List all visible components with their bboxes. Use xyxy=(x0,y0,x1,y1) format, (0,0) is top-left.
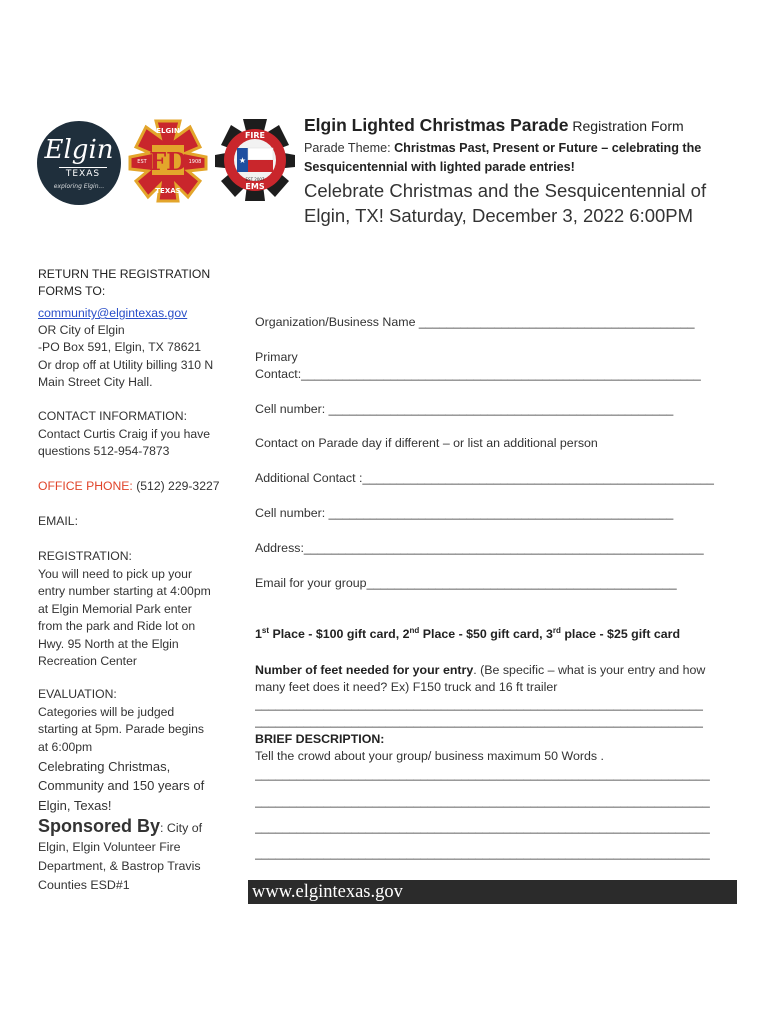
office-phone-label: OFFICE PHONE: xyxy=(38,479,133,493)
ems-logo-bottom-text: EMS xyxy=(245,182,265,191)
evaluation-text: Categories will be judged starting at 5pm. Parade begins at 6:00pm xyxy=(38,705,204,754)
fire-department-logo xyxy=(128,119,208,203)
feet-needed-line-1[interactable]: _________________________________________________________________ xyxy=(255,697,703,711)
description-line-3[interactable]: __________________________________________________________________ xyxy=(255,820,710,834)
website-banner xyxy=(248,880,737,904)
group-email-field[interactable]: Email for your group_____________________________________________ xyxy=(255,576,677,590)
return-email-link[interactable]: community@elgintexas.gov xyxy=(38,306,188,320)
fd-logo-left-text: EST xyxy=(137,159,147,165)
feet-needed-prompt xyxy=(255,662,725,697)
parade-day-contact-note: Contact on Parade day if different – or list an additional person xyxy=(255,436,598,450)
return-address: OR City of Elgin -PO Box 591, Elgin, TX 78621 Or drop off at Utility billing 310 N Main Street City Hall. xyxy=(38,323,214,390)
ems-logo-top-text: FIRE xyxy=(244,131,266,140)
email-label: EMAIL: xyxy=(38,514,78,528)
return-email xyxy=(38,305,223,322)
brief-description-heading: BRIEF DESCRIPTION: xyxy=(255,732,385,746)
primary-contact-label: Primary xyxy=(255,350,298,364)
additional-contact-field[interactable]: Additional Contact :___________________________________________________ xyxy=(255,471,714,485)
feet-needed-line-2[interactable]: _________________________________________________________________ xyxy=(255,714,703,728)
elgin-logo xyxy=(37,121,121,205)
sponsored-by-text: City of Elgin, Elgin Volunteer Fire Department, & Bastrop Travis Counties ESD#1 xyxy=(38,821,203,892)
ems-logo-est-text: EST 2007 xyxy=(245,177,265,182)
sponsored-by xyxy=(38,817,218,895)
fd-logo-top-text: ELGIN xyxy=(156,127,180,135)
evaluation-label: EVALUATION: xyxy=(38,687,117,701)
fire-ems-logo xyxy=(213,117,297,203)
sponsored-by-colon: : xyxy=(160,821,164,835)
office-phone xyxy=(38,478,223,495)
fd-logo-letter: FD xyxy=(149,147,187,176)
parade-theme-text: Christmas Past, Present or Future – celebrating the Sesquicentennial with lighted parade entries! xyxy=(304,141,702,174)
elgin-logo-tagline: exploring Elgin... xyxy=(53,183,105,190)
additional-cell-number-field[interactable]: Cell number: __________________________________________________ xyxy=(255,506,674,520)
form-title xyxy=(304,115,684,136)
return-heading: RETURN THE REGISTRATION FORMS TO: xyxy=(38,267,211,299)
parade-theme xyxy=(304,139,724,177)
contact-text: Contact Curtis Craig if you have questions 512-954-7873 xyxy=(38,427,211,459)
prize-text: 1st Place - $100 gift card, 2nd Place - $50 gift card, 3rd place - $25 gift card xyxy=(255,625,681,641)
celebrating-text: Celebrating Christmas, Community and 150 years of Elgin, Texas! xyxy=(38,759,205,813)
description-line-1[interactable]: __________________________________________________________________ xyxy=(255,767,710,781)
registration-text: You will need to pick up your entry number starting at 4:00pm at Elgin Memorial Park enter from the park and Ride lot on Hwy. 95 North at the Elgin Recreation Center xyxy=(38,567,211,669)
primary-contact-field[interactable]: Contact:__________________________________________________________ xyxy=(255,367,701,381)
website-url[interactable]: www.elgintexas.gov xyxy=(252,882,403,902)
parade-theme-label: Parade Theme: xyxy=(304,141,395,155)
office-phone-value: (512) 229-3227 xyxy=(132,479,220,493)
fd-logo-bottom-text: TEXAS xyxy=(155,187,181,195)
celebrate-headline: Celebrate Christmas and the Sesquicentennial of Elgin, TX! Saturday, December 3, 2022 6:00PM xyxy=(304,180,707,226)
description-line-2[interactable]: __________________________________________________________________ xyxy=(255,794,710,808)
form-title-rest: Registration Form xyxy=(568,118,684,134)
feet-needed-rest: . (Be specific – what is your entry and how many feet does it need? Ex) F150 truck and 16 ft trailer xyxy=(255,663,706,695)
form-title-bold: Elgin Lighted Christmas Parade xyxy=(304,115,569,135)
registration-label: REGISTRATION: xyxy=(38,549,132,563)
feet-needed-bold: Number of feet needed for your entry xyxy=(255,663,474,677)
cell-number-field[interactable]: Cell number: __________________________________________________ xyxy=(255,402,674,416)
organization-field[interactable]: Organization/Business Name ________________________________________ xyxy=(255,315,695,329)
description-line-4[interactable]: __________________________________________________________________ xyxy=(255,846,710,860)
brief-description-text: Tell the crowd about your group/ business maximum 50 Words . xyxy=(255,749,604,763)
fd-logo-right-text: 1908 xyxy=(188,159,202,165)
address-field[interactable]: Address:__________________________________________________________ xyxy=(255,541,704,555)
elgin-logo-state: TEXAS xyxy=(59,167,107,179)
sponsored-by-heading: Sponsored By xyxy=(38,816,161,836)
elgin-logo-script: Elgin xyxy=(44,135,114,165)
contact-heading: CONTACT INFORMATION: xyxy=(38,409,187,423)
svg-text:★: ★ xyxy=(238,156,247,165)
